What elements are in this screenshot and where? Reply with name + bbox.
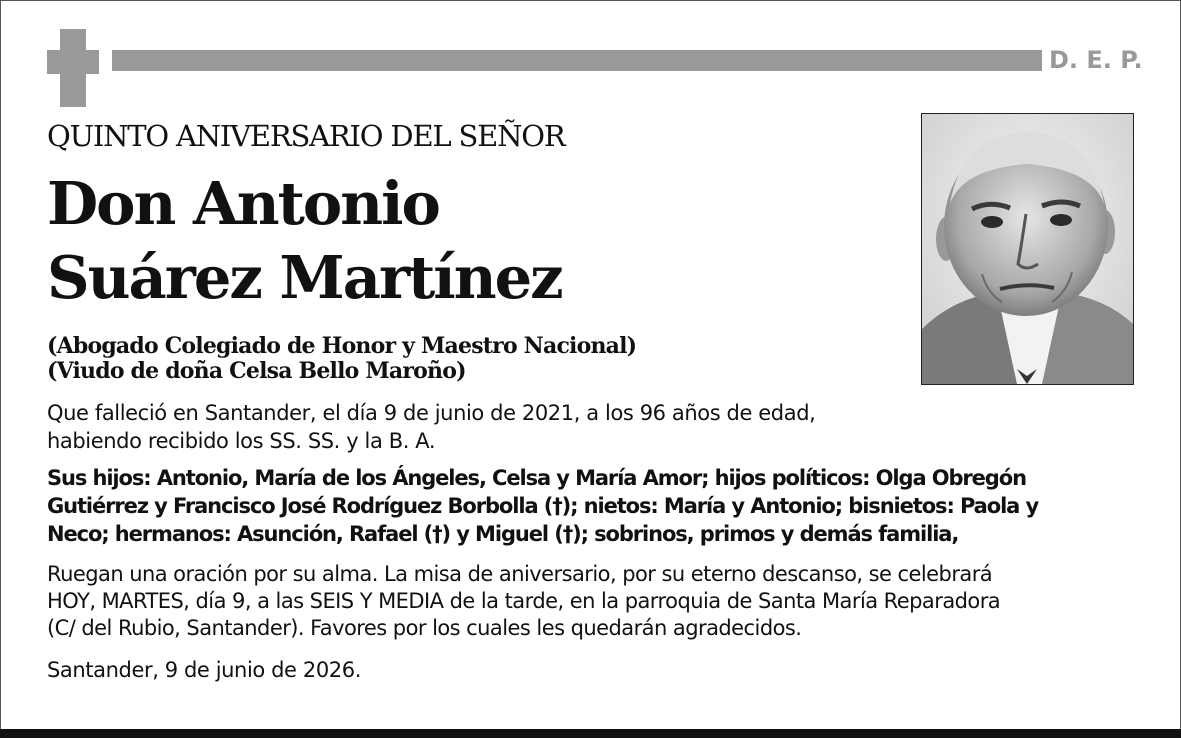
portrait-illustration xyxy=(922,114,1133,384)
mass-line: (C/ del Rubio, Santander). Favores por los cuales les quedarán agradecidos. xyxy=(47,616,802,640)
family-list xyxy=(47,464,1137,548)
family-line: Neco; hermanos: Asunción, Rafael (†) y Miguel (†); sobrinos, primos y demás familia, xyxy=(47,522,959,546)
place-date: Santander, 9 de junio de 2026. xyxy=(47,658,361,682)
mass-line: Ruegan una oración por su alma. La misa de aniversario, por su eterno descanso, se celebrará xyxy=(47,562,993,586)
family-line: Sus hijos: Antonio, María de los Ángeles, Celsa y María Amor; hijos políticos: Olga Obregón xyxy=(47,466,1026,490)
notice-subtitle: QUINTO ANIVERSARIO DEL SEÑOR xyxy=(47,119,565,153)
name-line: Suárez Martínez xyxy=(47,243,562,312)
bottom-border xyxy=(0,729,1181,738)
family-line: Gutiérrez y Francisco José Rodríguez Borbolla (†); nietos: María y Antonio; bisnietos: Paola y xyxy=(47,494,1039,518)
cross-horizontal-bar xyxy=(47,50,99,74)
name-line: Don Antonio xyxy=(47,169,439,238)
portrait-photo xyxy=(921,113,1134,385)
deceased-roles xyxy=(47,334,636,384)
death-line: habiendo recibido los SS. SS. y la B. A. xyxy=(47,429,436,453)
role-line: (Abogado Colegiado de Honor y Maestro Nacional) xyxy=(47,333,637,359)
dep-badge: D. E. P. xyxy=(1049,46,1143,74)
mass-announcement xyxy=(47,561,1000,642)
death-statement xyxy=(47,399,815,455)
role-line: (Viudo de doña Celsa Bello Maroño) xyxy=(47,358,466,384)
mass-line: HOY, MARTES, día 9, a las SEIS Y MEDIA de la tarde, en la parroquia de Santa María Reparadora xyxy=(47,589,1001,613)
death-line: Que falleció en Santander, el día 9 de junio de 2021, a los 96 años de edad, xyxy=(47,401,816,425)
header-rule xyxy=(112,50,1042,71)
deceased-name xyxy=(47,167,562,315)
